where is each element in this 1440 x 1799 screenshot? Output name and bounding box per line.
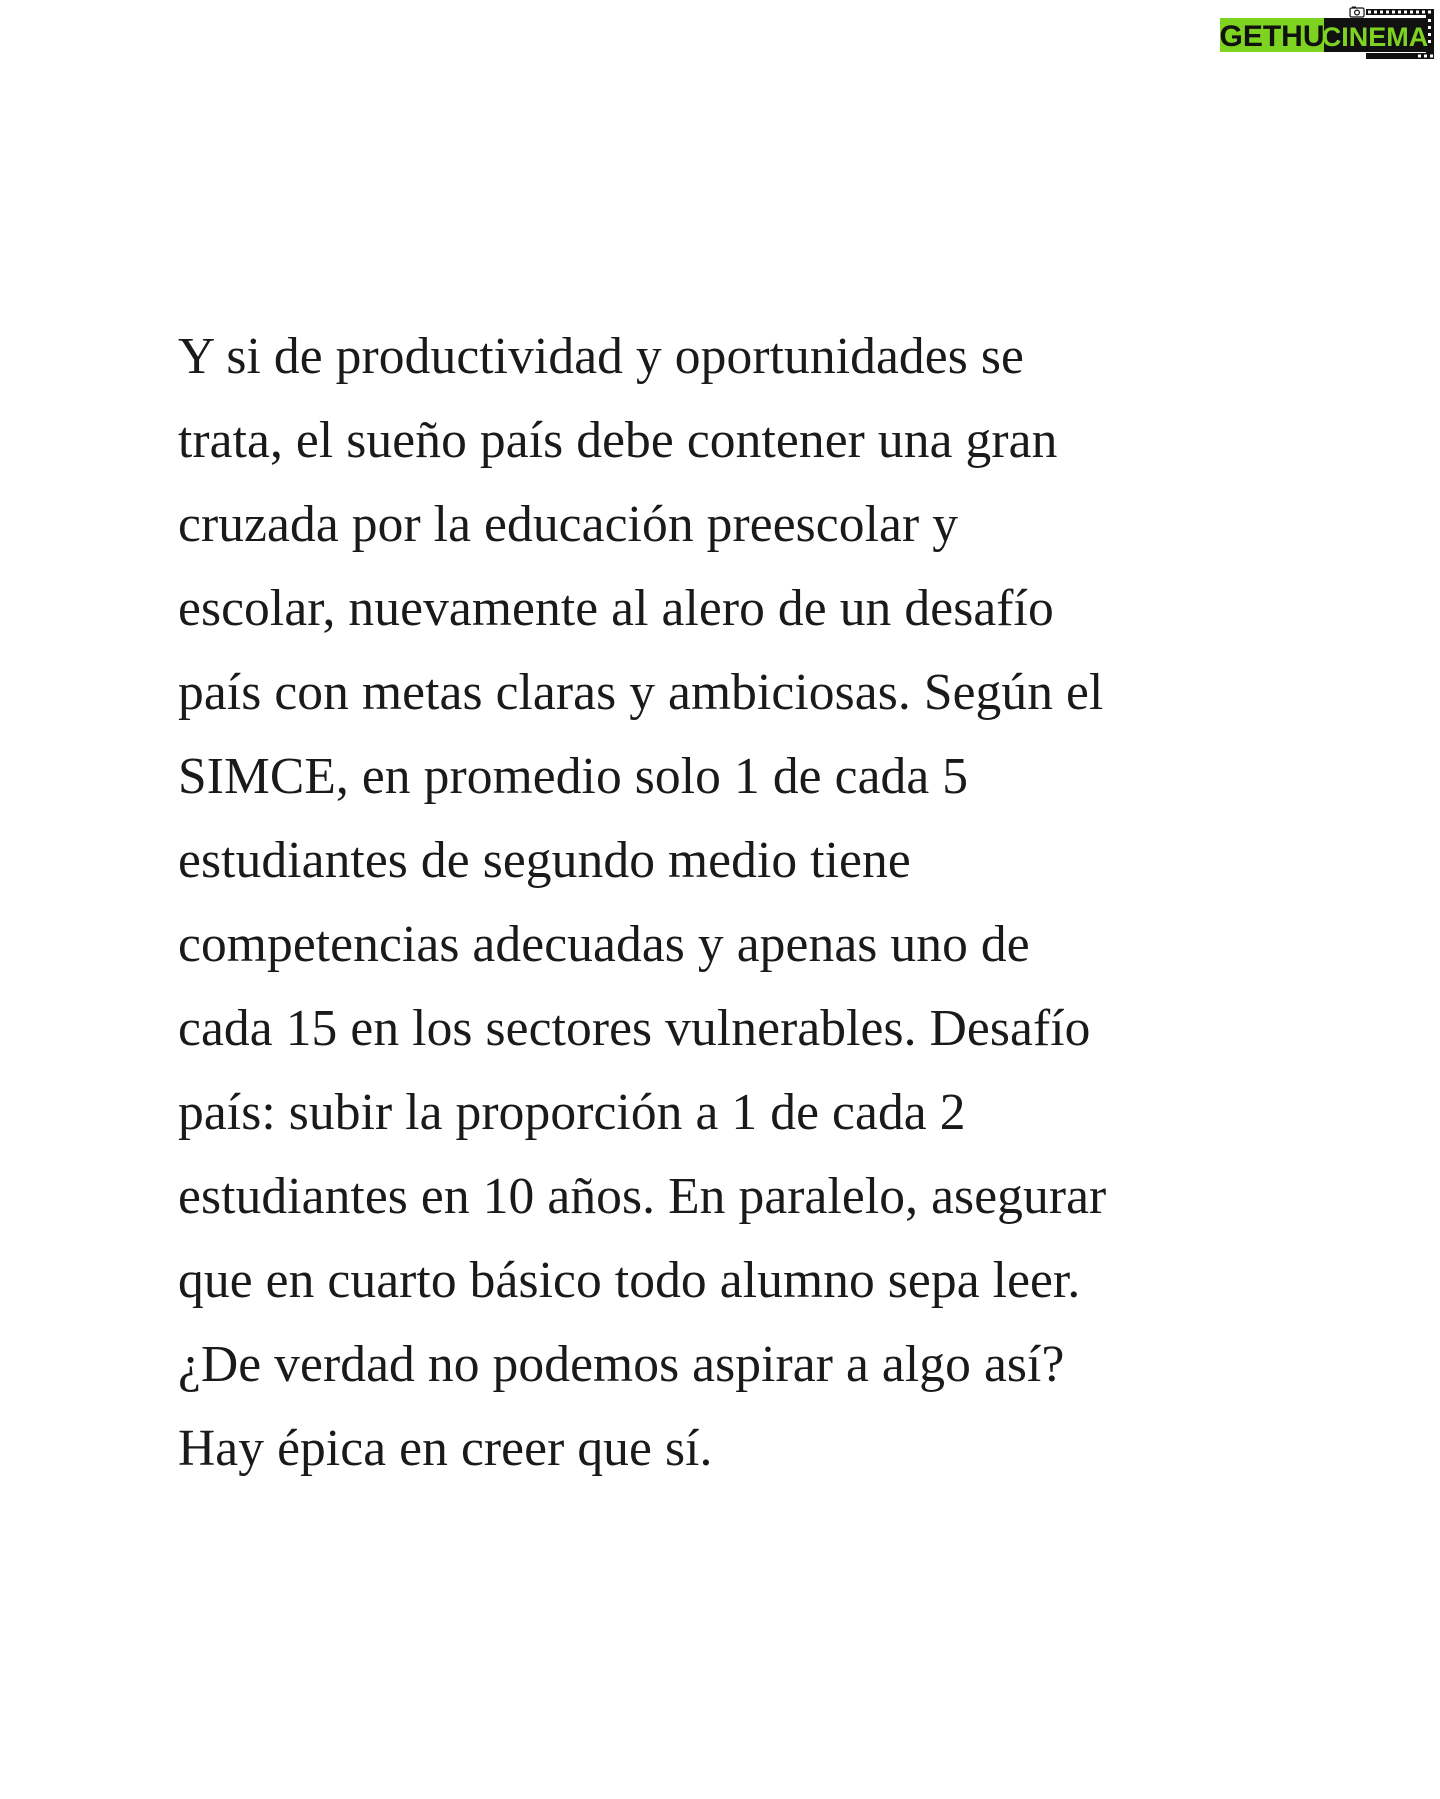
text-line: competencias adecuadas y apenas uno de (178, 916, 1030, 973)
logo-graphic (1218, 6, 1438, 62)
text-line: país con metas claras y ambiciosas. Según el (178, 664, 1104, 721)
text-line: estudiantes de segundo medio tiene (178, 832, 911, 889)
text-line: ¿De verdad no podemos aspirar a algo así? (178, 1336, 1065, 1393)
gethu-cinema-logo (1218, 6, 1438, 62)
text-line: Y si de productividad y oportunidades se (178, 328, 1024, 385)
camera-icon (1350, 7, 1364, 18)
logo-text-right: CINEMA (1321, 22, 1429, 52)
text-line: escolar, nuevamente al alero de un desafío (178, 580, 1054, 637)
logo-text-left: GETHU (1219, 20, 1325, 53)
article-paragraph (178, 315, 1288, 1491)
article-body (178, 315, 1288, 1491)
text-line: estudiantes en 10 años. En paralelo, asegurar (178, 1168, 1107, 1225)
text-line: cada 15 en los sectores vulnerables. Desafío (178, 1000, 1091, 1057)
text-line: SIMCE, en promedio solo 1 de cada 5 (178, 748, 969, 805)
text-line: país: subir la proporción a 1 de cada 2 (178, 1084, 966, 1141)
text-line: Hay épica en creer que sí. (178, 1420, 713, 1477)
text-line: cruzada por la educación preescolar y (178, 496, 959, 553)
text-line: que en cuarto básico todo alumno sepa leer. (178, 1252, 1081, 1309)
text-line: trata, el sueño país debe contener una gran (178, 412, 1058, 469)
